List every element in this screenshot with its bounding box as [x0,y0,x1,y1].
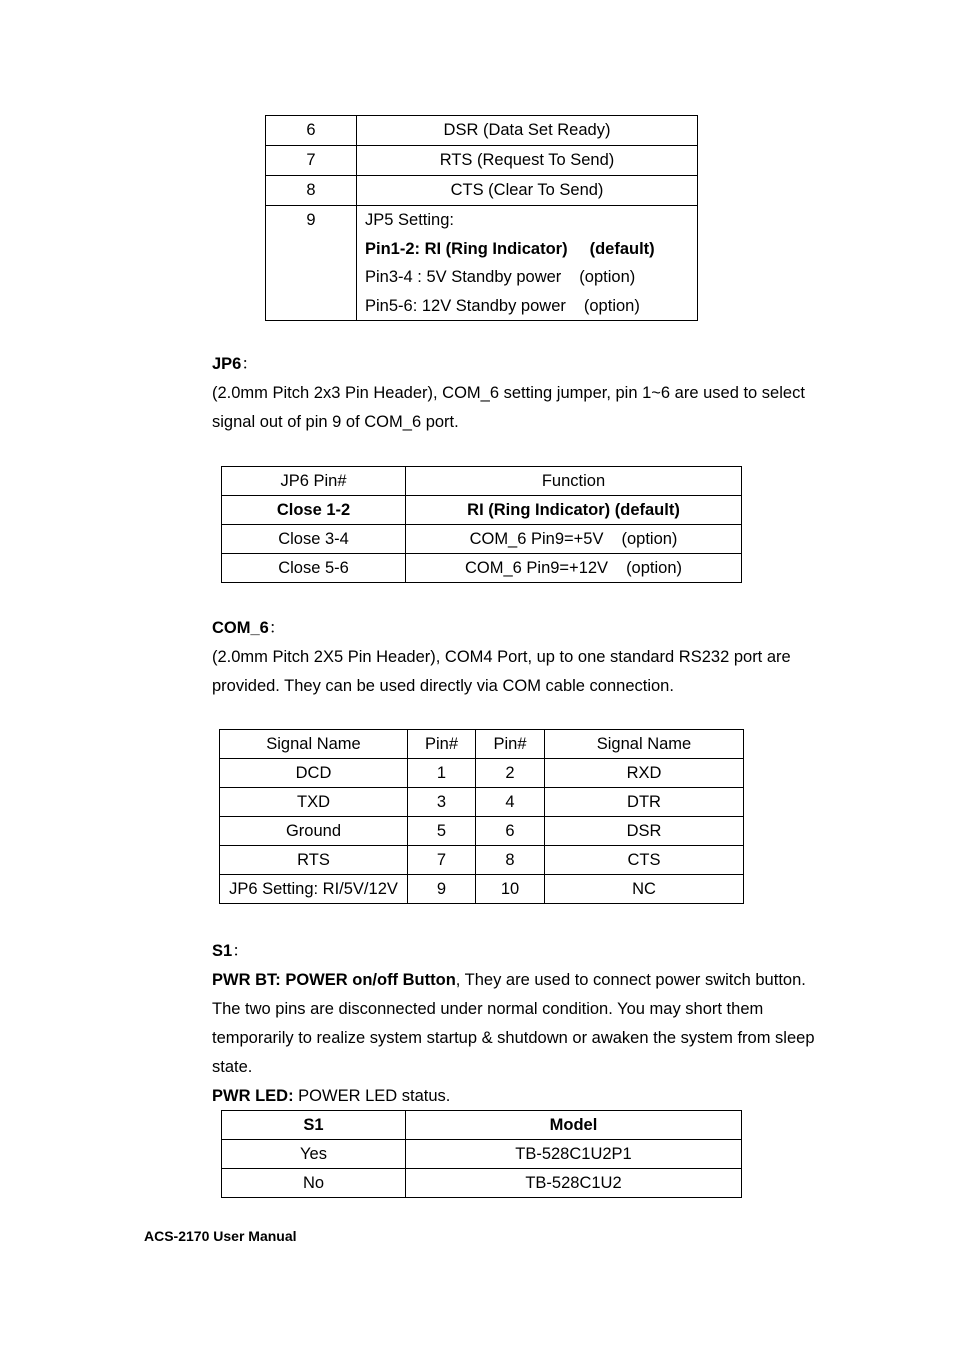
s1-model-table [221,1110,742,1198]
signal-name: JP6 Setting: RI/5V/12V [220,875,408,904]
pin-number: 2 [476,759,545,788]
jumper-function [406,525,742,554]
pin-number: 8 [266,176,357,206]
jumper-function [406,554,742,583]
heading-colon: ： [268,619,286,637]
signal-name: DSR [545,817,744,846]
s1-heading-text: S1 [212,942,233,960]
signal-name: NC [545,875,744,904]
table-row [220,788,744,817]
jp6-heading-text: JP6 [212,355,242,373]
pin-number: 6 [476,817,545,846]
column-header: Pin# [476,730,545,759]
jp5-option-1 [365,235,697,264]
table-row [222,1140,742,1169]
jumper-setting: Close 5-6 [222,554,406,583]
signal-name: Ground [220,817,408,846]
s1-value: Yes [222,1140,406,1169]
model-name: TB-528C1U2 [406,1169,742,1198]
jp5-setting-title: JP5 Setting: [365,211,454,229]
jp5-option-1-note: (default) [589,239,655,258]
s1-heading [212,937,822,966]
option-note: (option) [621,530,678,548]
signal-name: RXD [545,759,744,788]
table-row [222,496,742,525]
jp5-option-3 [365,292,697,321]
jp5-setting-cell [357,206,698,321]
jumper-setting: Close 1-2 [222,496,406,525]
column-header: Function [406,467,742,496]
pwr-bt-text: , They are used to connect power switch button. The two pins are disconnected under normal condition. You may short them temporarily to realize system startup & shutdown or awaken the system from sleep state. [212,971,815,1076]
jumper-setting: Close 3-4 [222,525,406,554]
column-header: S1 [222,1111,406,1140]
pin-number: 9 [266,206,357,321]
com6-heading-text: COM_6 [212,619,269,637]
signal-name: CTS (Clear To Send) [357,176,698,206]
heading-colon: ： [232,942,249,960]
option-note: (option) [626,559,683,577]
column-header: Model [406,1111,742,1140]
pin-number: 9 [408,875,476,904]
signal-name: DSR (Data Set Ready) [357,116,698,146]
pin-number: 6 [266,116,357,146]
pin-number: 7 [408,846,476,875]
table-header-row [222,467,742,496]
table-row [220,817,744,846]
column-header: JP6 Pin# [222,467,406,496]
com-pin-table-continued [265,115,698,321]
signal-name: RTS (Request To Send) [357,146,698,176]
table-row [266,206,698,321]
s1-pwr-led-description [212,1082,822,1111]
signal-name: DCD [220,759,408,788]
table-row [222,554,742,583]
jp6-table [221,466,742,583]
com6-pin-table [219,729,744,904]
table-row [266,146,698,176]
table-row [266,116,698,146]
function-text: COM_6 Pin9=+12V [464,559,609,577]
column-header: Signal Name [545,730,744,759]
pin-number: 10 [476,875,545,904]
table-row [222,1169,742,1198]
pin-number: 3 [408,788,476,817]
jp5-option-2 [365,263,697,292]
table-header-row [222,1111,742,1140]
pin-number: 4 [476,788,545,817]
jp5-option-2-label: Pin3-4 : 5V Standby power [365,268,562,286]
jp5-option-3-label: Pin5-6: 12V Standby power [365,296,566,315]
pin-number: 5 [408,817,476,846]
jumper-function: RI (Ring Indicator) (default) [406,496,742,525]
jp5-option-1-label: Pin1-2: RI (Ring Indicator) [365,239,568,258]
jp6-heading [212,350,822,379]
pwr-bt-label: PWR BT: POWER on/off Button [212,971,456,989]
page-footer: ACS-2170 User Manual [144,1228,297,1244]
com6-description: (2.0mm Pitch 2X5 Pin Header), COM4 Port, up to one standard RS232 port are provided. They can be used directly via COM cable connection. [212,648,791,695]
signal-name: TXD [220,788,408,817]
pin-number: 1 [408,759,476,788]
heading-colon: ： [241,355,258,373]
table-row [220,875,744,904]
column-header: Pin# [408,730,476,759]
table-row [220,846,744,875]
function-text: COM_6 Pin9=+5V [469,530,604,548]
model-name: TB-528C1U2P1 [406,1140,742,1169]
jp6-description: (2.0mm Pitch 2x3 Pin Header), COM_6 setting jumper, pin 1~6 are used to select signal out of pin 9 of COM_6 port. [212,384,805,431]
jp5-option-3-note: (option) [583,296,640,315]
table-row [220,759,744,788]
com6-heading [212,614,822,643]
jp5-option-2-note: (option) [579,268,636,286]
signal-name: CTS [545,846,744,875]
table-header-row [220,730,744,759]
pwr-led-label: PWR LED: [212,1087,294,1105]
table-row [222,525,742,554]
pin-number: 7 [266,146,357,176]
s1-pwr-bt-description [212,966,822,1082]
column-header: Signal Name [220,730,408,759]
signal-name: RTS [220,846,408,875]
s1-value: No [222,1169,406,1198]
table-row [266,176,698,206]
pin-number: 8 [476,846,545,875]
signal-name: DTR [545,788,744,817]
pwr-led-text: POWER LED status. [293,1087,451,1105]
